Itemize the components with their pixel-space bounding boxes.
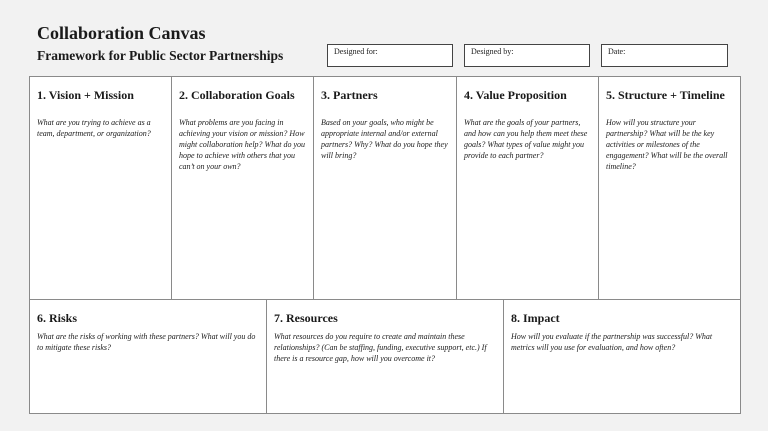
designed-by-field[interactable] (464, 44, 590, 67)
canvas-grid (29, 76, 741, 414)
page-title: Collaboration Canvas (37, 23, 206, 43)
designed-for-label: Designed for: (334, 47, 378, 56)
designed-by-label: Designed by: (471, 47, 514, 56)
section-heading: 6. Risks (37, 311, 78, 325)
page-subtitle: Framework for Public Sector Partnerships (37, 48, 284, 63)
section-risks[interactable] (30, 300, 267, 413)
section-prompt: Based on your goals, who might be appropriate internal and/or external partners? Why? What do you hope they will bring? (321, 118, 448, 160)
date-field[interactable] (601, 44, 728, 67)
section-prompt: What are the goals of your partners, and how can you help them meet these goals? What types of value might you provide to each partner? (464, 118, 588, 160)
section-heading: 8. Impact (511, 311, 560, 325)
section-heading: 5. Structure + Timeline (606, 88, 725, 102)
section-heading: 3. Partners (321, 88, 378, 102)
section-heading: 4. Value Proposition (464, 88, 567, 102)
section-heading: 1. Vision + Mission (37, 88, 134, 102)
section-partners[interactable] (314, 77, 457, 300)
section-value-proposition[interactable] (457, 77, 599, 300)
section-prompt: What are the risks of working with these partners? What will you do to mitigate these risks? (37, 332, 256, 352)
section-prompt: What are you trying to achieve as a team, department, or organization? (37, 118, 151, 138)
section-structure-timeline[interactable] (599, 77, 740, 300)
section-heading: 7. Resources (274, 311, 338, 325)
section-prompt: What problems are you facing in achieving your vision or mission? How might collaboration help? What do you hope to achieve with others that you can’t on your own? (179, 118, 305, 171)
section-prompt: How will you evaluate if the partnership was successful? What metrics will you use for evaluation, and how often? (511, 332, 713, 352)
section-prompt: What resources do you require to create and maintain these relationships? (Can be staffing, funding, executive support, etc.) If there is a resource gap, how will you overcome it? (274, 332, 487, 363)
designed-for-field[interactable] (327, 44, 453, 67)
section-impact[interactable] (504, 300, 740, 413)
section-heading: 2. Collaboration Goals (179, 88, 295, 102)
section-prompt: How will you structure your partnership? What will be the key activities or milestones of the engagement? What will be the overall timeline? (606, 118, 728, 171)
section-resources[interactable] (267, 300, 504, 413)
section-vision-mission[interactable] (30, 77, 172, 300)
date-label: Date: (608, 47, 626, 56)
section-collaboration-goals[interactable] (172, 77, 314, 300)
